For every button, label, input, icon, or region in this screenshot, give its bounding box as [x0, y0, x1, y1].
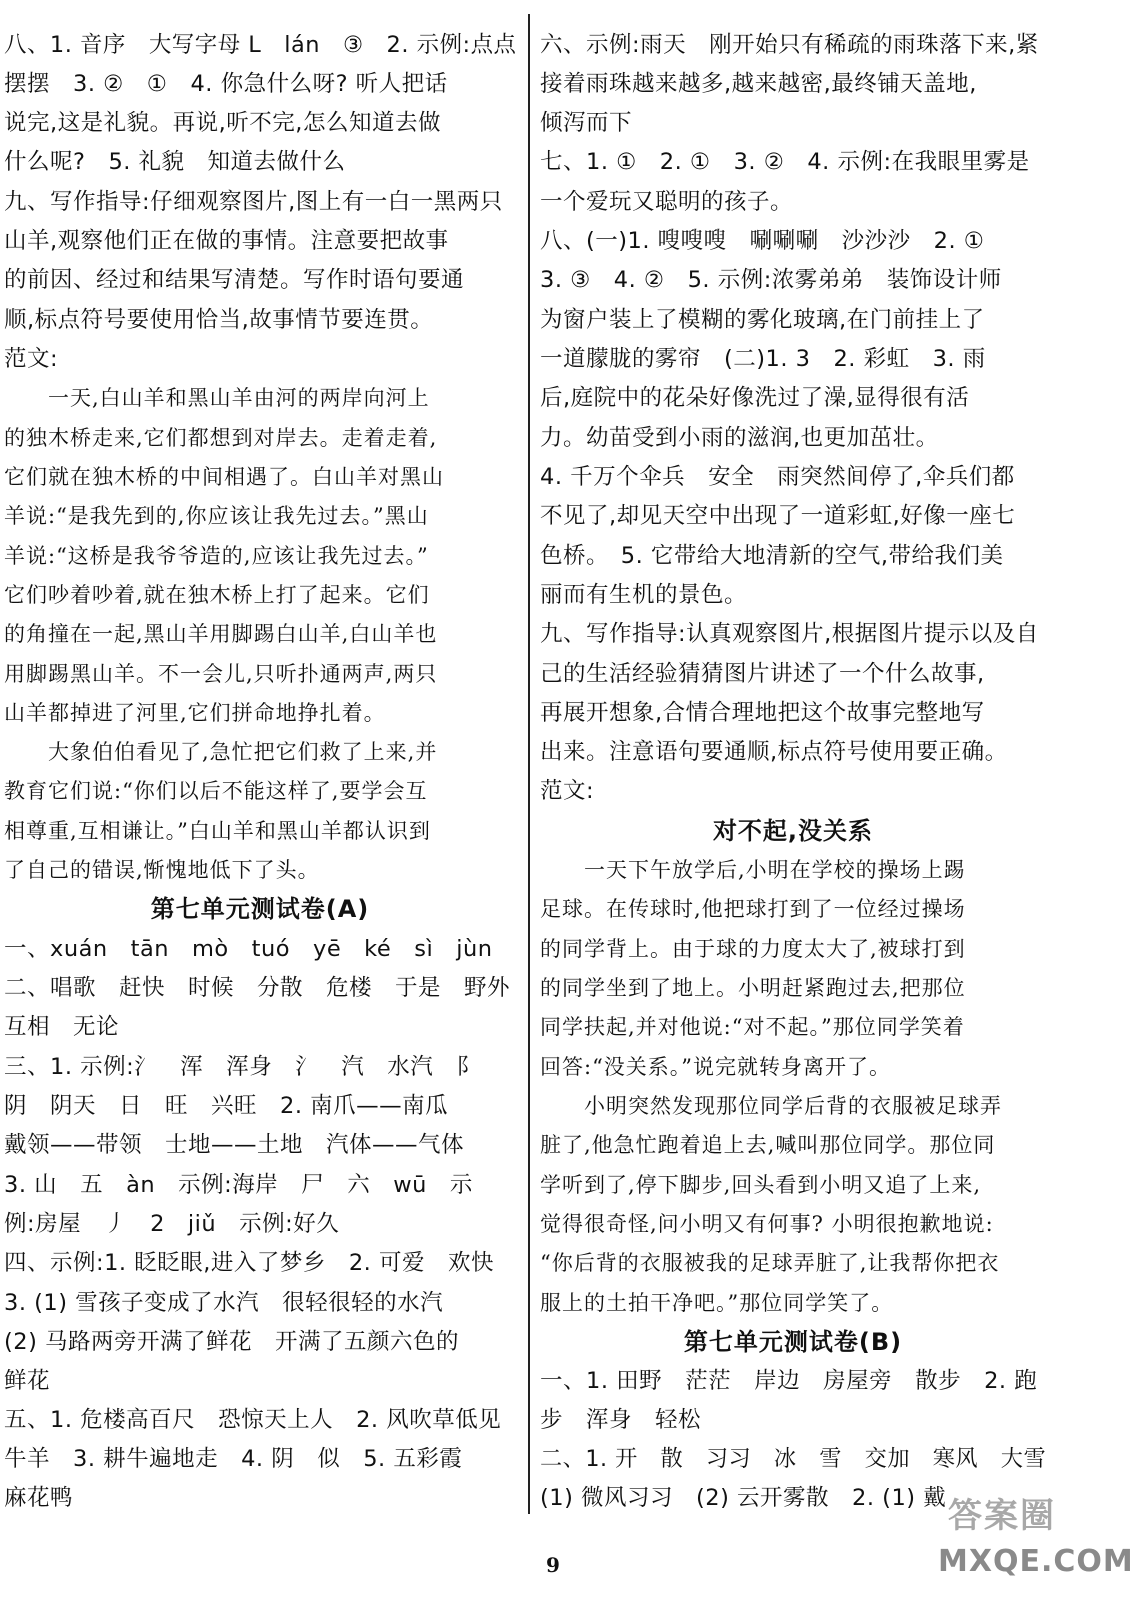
right-line-18: 再展开想象,合情合理地把这个故事完整地写	[540, 700, 985, 726]
left-line-18: 山羊都掉进了河里,它们拼命地挣扎着。	[4, 701, 386, 725]
left-line-13: 羊说:“是我先到的,你应该让我先过去。”黑山	[4, 504, 429, 528]
right-line-19: 出来。注意语句要通顺,标点符号使用要正确。	[540, 739, 1008, 765]
right-line-32: “你后背的衣服被我的足球弄脏了,让我帮你把衣	[540, 1251, 1000, 1275]
right-line-29: 脏了,他急忙跑着追上去,喊叫那位同学。那位同	[540, 1133, 996, 1157]
left-line-1: 八、1. 音序 大写字母 L lán ③ 2. 示例:点点	[4, 32, 517, 58]
left-line-16: 的角撞在一起,黑山羊用脚踢白山羊,白山羊也	[4, 622, 438, 646]
right-line-15: 丽而有生机的景色。	[540, 582, 748, 608]
left-line-32: 四、示例:1. 眨眨眼,进入了梦乡 2. 可爱 欢快	[4, 1250, 494, 1276]
right-line-14: 色桥。 5. 它带给大地清新的空气,带给我们美	[540, 543, 1004, 569]
left-line-7: 的前因、经过和结果写清楚。写作时语句要通	[4, 267, 465, 293]
left-line-5: 九、写作指导:仔细观察图片,图上有一白一黑两只	[4, 189, 503, 215]
left-line-34: (2) 马路两旁开满了鲜花 开满了五颜六色的	[4, 1329, 460, 1355]
right-line-21: 对不起,没关系	[712, 817, 874, 845]
right-line-8: 为窗户装上了模糊的雾化玻璃,在门前挂上了	[540, 307, 985, 333]
right-line-33: 服上的土拍干净吧。”那位同学笑了。	[540, 1291, 894, 1315]
right-line-5: 一个爱玩又聪明的孩子。	[540, 189, 794, 215]
column-divider	[528, 14, 530, 1514]
left-line-2: 摆摆 3. ② ① 4. 你急什么呀? 听人把话	[4, 71, 448, 97]
watermark-text-bottom: MXQE.COM	[938, 1544, 1134, 1579]
left-line-27: 三、1. 示例:氵 浑 浑身 氵 汽 水汽 阝	[4, 1054, 480, 1080]
right-line-9: 一道朦胧的雾帘 (二)1. 3 2. 彩虹 3. 雨	[540, 346, 986, 372]
right-line-17: 己的生活经验猜猜图片讲述了一个什么故事,	[540, 661, 985, 687]
left-line-15: 它们吵着吵着,就在独木桥上打了起来。它们	[4, 583, 430, 607]
left-line-29: 戴领——带领 士地——土地 汽体——气体	[4, 1132, 465, 1158]
left-line-17: 用脚踢黑山羊。不一会儿,只听扑通两声,两只	[4, 662, 438, 686]
left-line-33: 3. (1) 雪孩子变成了水汽 很轻很轻的水汽	[4, 1290, 444, 1316]
left-line-21: 相尊重,互相谦让。”白山羊和黑山羊都认识到	[4, 819, 431, 843]
right-line-16: 九、写作指导:认真观察图片,根据图片提示以及自	[540, 621, 1039, 647]
right-line-12: 4. 千万个伞兵 安全 雨突然间停了,伞兵们都	[540, 464, 1015, 490]
right-line-13: 不见了,却见天空中出现了一道彩虹,好像一座七	[540, 503, 1016, 529]
right-line-28: 小明突然发现那位同学后背的衣服被足球弄	[540, 1094, 1002, 1118]
left-line-20: 教育它们说:“你们以后不能这样了,要学会互	[4, 779, 428, 803]
right-line-11: 力。幼苗受到小雨的滋润,也更加茁壮。	[540, 425, 939, 451]
right-line-23: 足球。在传球时,他把球打到了一位经过操场	[540, 897, 966, 921]
right-line-38: (1) 微风习习 (2) 云开雾散 2. (1) 戴	[540, 1485, 947, 1511]
right-line-31: 觉得很奇怪,问小明又有何事? 小明很抱歉地说:	[540, 1212, 994, 1236]
left-line-28: 阴 阴天 日 旺 兴旺 2. 南爪——南瓜	[4, 1093, 449, 1119]
left-line-6: 山羊,观察他们正在做的事情。注意要把故事	[4, 228, 449, 254]
right-line-25: 的同学坐到了地上。小明赶紧跑过去,把那位	[540, 976, 966, 1000]
right-line-2: 接着雨珠越来越多,越来越密,最终铺天盖地,	[540, 71, 977, 97]
left-line-14: 羊说:“这桥是我爷爷造的,应该让我先过去。”	[4, 544, 429, 568]
left-line-24: 一、xuán tān mò tuó yē ké sì jùn	[4, 936, 493, 962]
left-line-11: 的独木桥走来,它们都想到对岸去。走着走着,	[4, 426, 438, 450]
left-line-10: 一天,白山羊和黑山羊由河的两岸向河上	[4, 386, 430, 410]
left-line-35: 鲜花	[4, 1368, 51, 1394]
left-line-37: 牛羊 3. 耕牛遍地走 4. 阴 似 5. 五彩霞	[4, 1446, 463, 1472]
right-line-36: 步 浑身 轻松	[540, 1407, 702, 1433]
right-line-30: 学听到了,停下脚步,回头看到小明又追了上来,	[540, 1173, 982, 1197]
left-line-12: 它们就在独木桥的中间相遇了。白山羊对黑山	[4, 465, 444, 489]
left-line-26: 互相 无论	[4, 1014, 120, 1040]
right-line-20: 范文:	[540, 778, 595, 804]
right-line-35: 一、1. 田野 茫茫 岸边 房屋旁 散步 2. 跑	[540, 1368, 1038, 1394]
left-line-31: 例:房屋 丿 2 jiǔ 示例:好久	[4, 1211, 340, 1237]
right-line-22: 一天下午放学后,小明在学校的操场上踢	[540, 858, 966, 882]
right-line-24: 的同学背上。由于球的力度太大了,被球打到	[540, 937, 966, 961]
left-line-9: 范文:	[4, 346, 59, 372]
right-line-26: 同学扶起,并对他说:“对不起。”那位同学笑着	[540, 1015, 965, 1039]
right-line-4: 七、1. ① 2. ① 3. ② 4. 示例:在我眼里雾是	[540, 149, 1030, 175]
page-number: 9	[546, 1553, 560, 1577]
left-line-3: 说完,这是礼貌。再说,听不完,怎么知道去做	[4, 110, 441, 136]
right-line-37: 二、1. 开 散 习习 冰 雪 交加 寒风 大雪	[540, 1446, 1047, 1472]
right-line-1: 六、示例:雨天 刚开始只有稀疏的雨珠落下来,紧	[540, 32, 1039, 58]
left-line-23: 第七单元测试卷(A)	[150, 895, 370, 923]
right-line-34: 第七单元测试卷(B)	[683, 1328, 903, 1356]
left-line-25: 二、唱歌 赶快 时候 分散 危楼 于是 野外	[4, 975, 511, 1001]
left-line-22: 了自己的错误,惭愧地低下了头。	[4, 858, 320, 882]
right-line-7: 3. ③ 4. ② 5. 示例:浓雾弟弟 装饰设计师	[540, 267, 1002, 293]
right-line-10: 后,庭院中的花朵好像洗过了澡,显得很有活	[540, 385, 970, 411]
left-line-30: 3. 山 五 àn 示例:海岸 尸 六 wū 示	[4, 1172, 473, 1198]
right-line-27: 回答:“没关系。”说完就转身离开了。	[540, 1055, 892, 1079]
left-line-4: 什么呢? 5. 礼貌 知道去做什么	[4, 149, 346, 175]
left-line-38: 麻花鸭	[4, 1485, 74, 1511]
right-line-3: 倾泻而下	[540, 110, 633, 136]
left-line-8: 顺,标点符号要使用恰当,故事情节要连贯。	[4, 307, 434, 333]
left-line-36: 五、1. 危楼高百尺 恐惊天上人 2. 风吹草低见	[4, 1407, 502, 1433]
watermark-logo	[930, 1488, 1134, 1596]
watermark-text-top: 答案圈	[948, 1496, 1056, 1536]
left-line-19: 大象伯伯看见了,急忙把它们救了上来,并	[4, 740, 438, 764]
right-line-6: 八、(一)1. 嗖嗖嗖 唰唰唰 沙沙沙 2. ①	[540, 228, 985, 254]
